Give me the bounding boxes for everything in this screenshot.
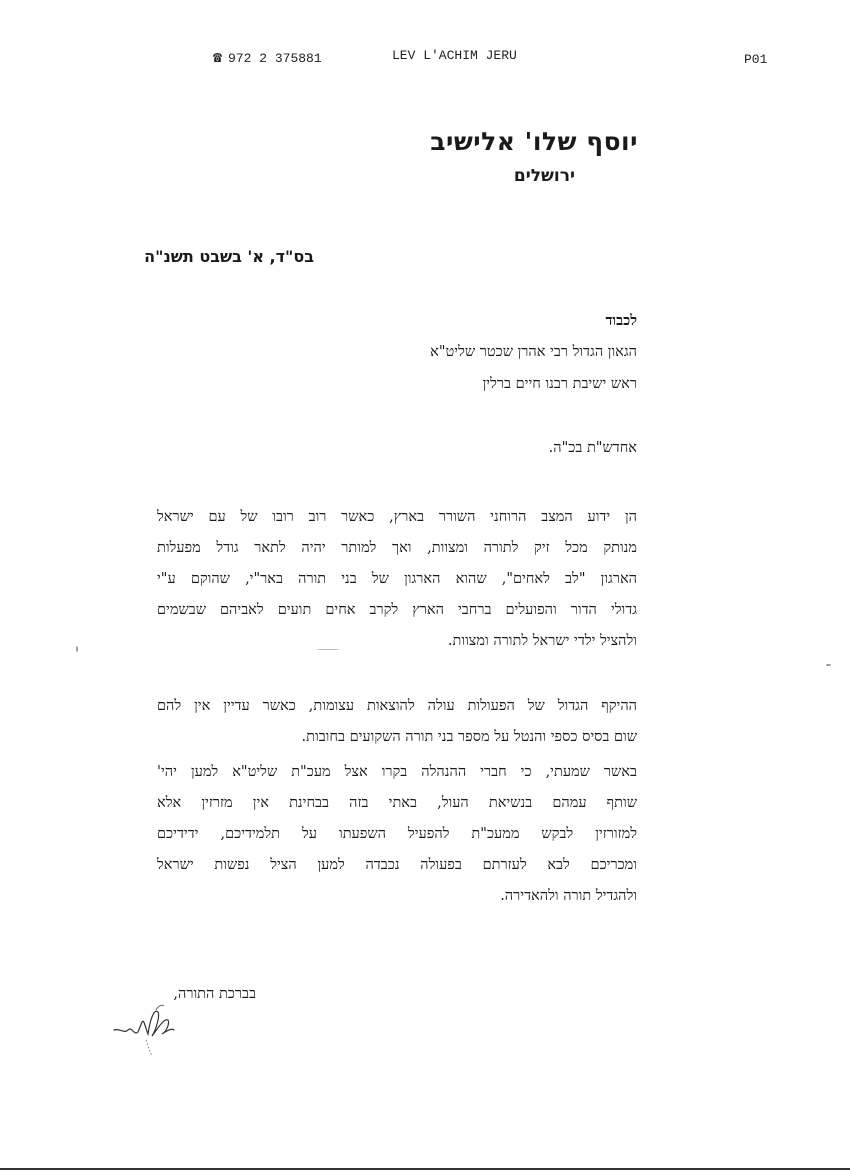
paragraph-1: [157, 502, 637, 657]
letterhead-city: ירושלים: [513, 166, 575, 186]
paragraph-line: ולהציל ילדי ישראל לתורה ומצוות.: [447, 633, 637, 649]
closing: בברכת התורה,: [173, 986, 256, 1002]
paragraph-line: שותף עמהם בנשיאת העול, באתי בזה בבחינת אין מזרזין אלא: [157, 795, 637, 811]
address-line-3: ראש ישיבת רבנו חיים ברלין: [482, 376, 637, 392]
fax-phone: [213, 48, 322, 67]
paragraph-line: באשר שמעתי, כי חברי ההנהלה בקרו אצל מעכ"ת שליט"א למען יהי': [157, 764, 637, 780]
paragraph-line: הן ידוע המצב הרוחני השורר בארץ, כאשר רוב רובו של עם ישראל: [157, 509, 637, 525]
paragraph-line: ולהגדיל תורה ולהאדירה.: [500, 888, 637, 904]
paragraph-2: [157, 691, 637, 753]
page-bottom-edge: [0, 1168, 850, 1170]
greeting: אחדש"ת בכ"ה.: [548, 440, 637, 456]
date-line: בס"ד, א' בשבט תשנ"ה: [144, 247, 314, 266]
scan-speck: [316, 649, 340, 650]
signature: [112, 1000, 182, 1060]
letterhead-name: יוסף שלו' אלישיב: [430, 127, 638, 156]
fax-sender: LEV L'ACHIM JERU: [392, 48, 517, 63]
telephone-icon: ☎: [213, 50, 223, 67]
paragraph-line: למזורזין לבקש ממעכ"ת להפעיל השפעתו על תלמידיכם, ידידיכם: [157, 826, 637, 842]
address-line-1: לכבוד: [605, 312, 637, 329]
paragraph-line: שום בסיס כספי והנטל על מספר בני תורה השקועים בחובות.: [301, 729, 637, 745]
fax-page-number: P01: [744, 52, 768, 67]
fax-header: [0, 48, 850, 70]
paragraph-line: ומכריכם לבא לעזרתם בפעולה נכבדה למען הציל נפשות ישראל: [157, 857, 637, 873]
paragraph-line: מנותק מכל זיק לתורה ומצוות, ואך למותר יהיה לתאר גודל מפעלות: [157, 540, 637, 556]
scan-speck: [76, 646, 78, 652]
paragraph-line: הארגון "לב לאחים", שהוא הארגון של בני תורה באר"י, שהוקם ע"י: [157, 571, 637, 587]
scan-speck: [826, 664, 831, 666]
address-line-2: הגאון הגדול רבי אהרן שכטר שליט"א: [430, 344, 637, 360]
paragraph-line: ההיקף הגדול של הפעולות עולה להוצאות עצומות, כאשר עדיין אין להם: [157, 698, 637, 714]
fax-phone-number: 972 2 375881: [228, 51, 322, 66]
paragraph-line: גדולי הדור והפועלים ברחבי הארץ לקרב אחים תועים לאביהם שבשמים: [157, 602, 637, 618]
paragraph-3: [157, 757, 637, 912]
